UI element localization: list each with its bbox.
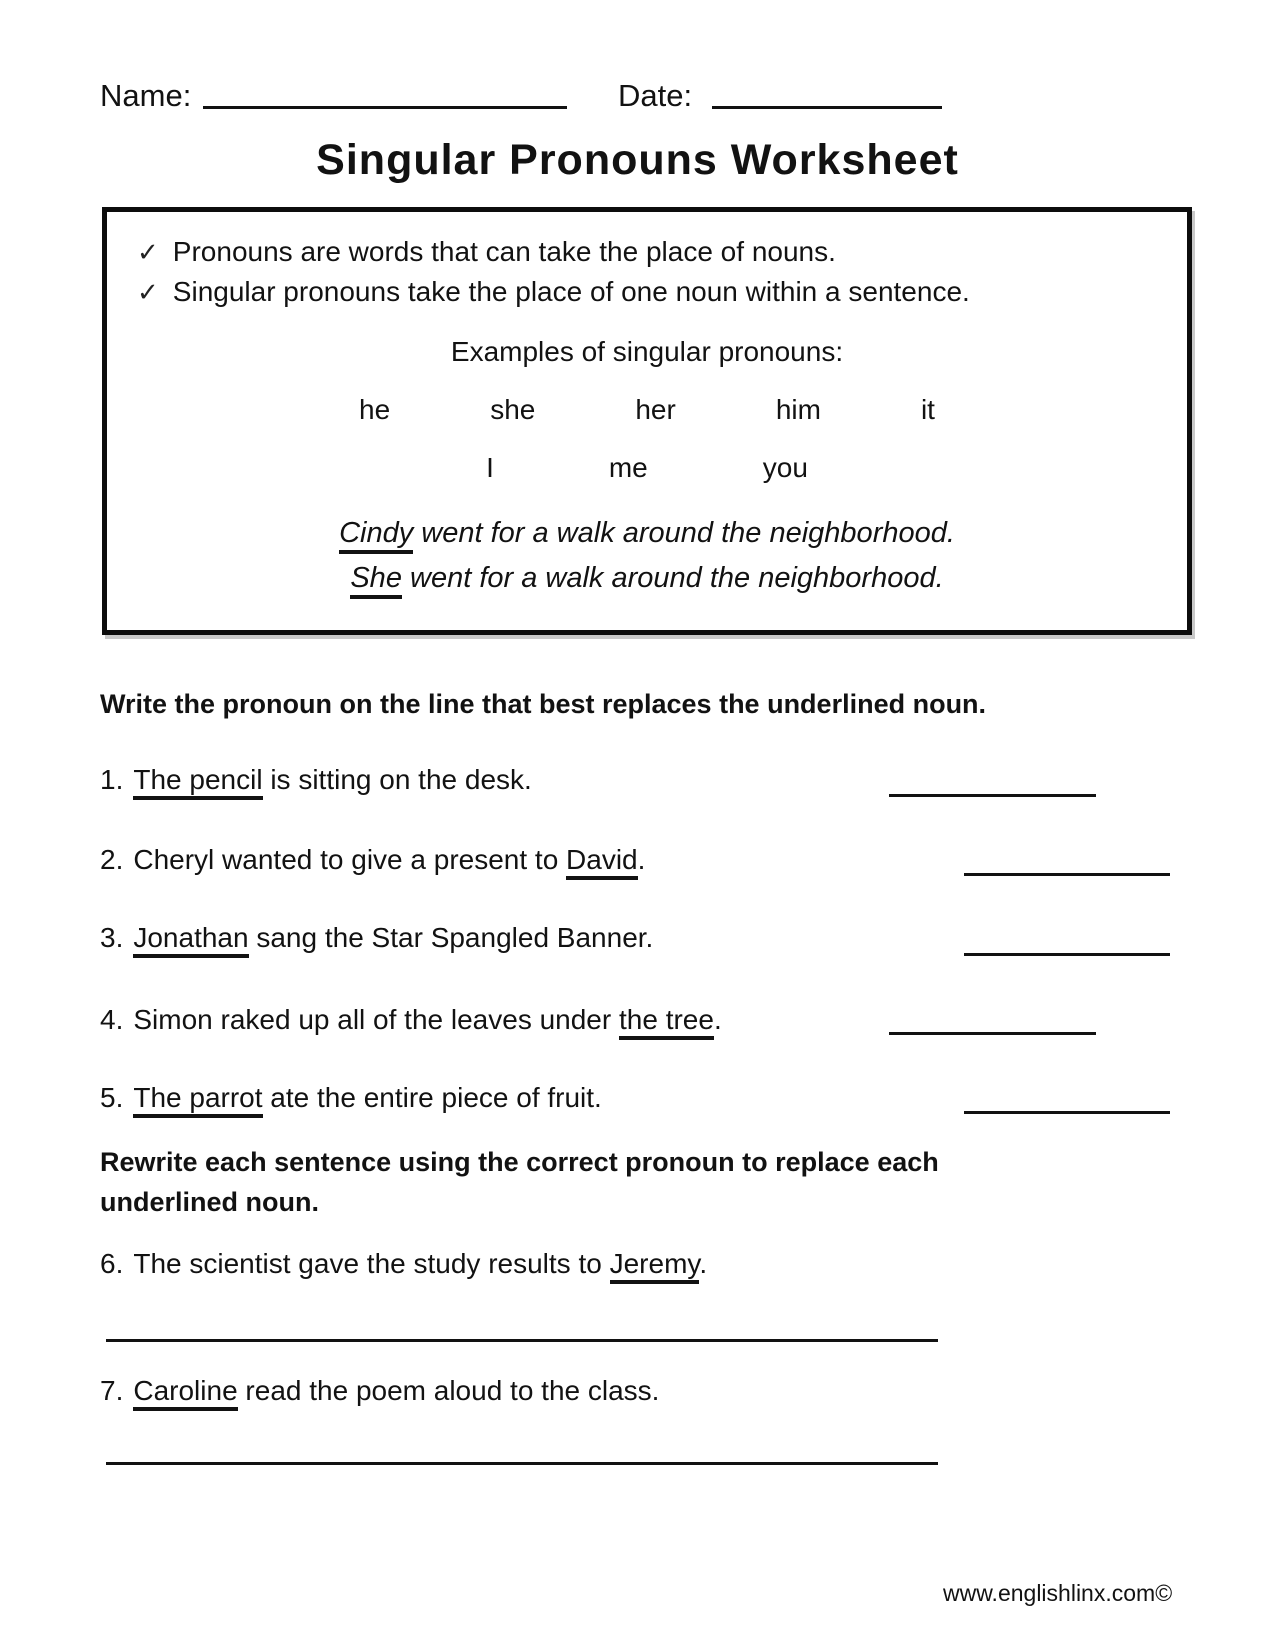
question-text: . xyxy=(713,1004,722,1035)
underlined-noun: The pencil xyxy=(133,764,262,800)
name-label: Name: xyxy=(100,78,192,113)
answer-line-3[interactable] xyxy=(964,953,1170,956)
pronoun-example: you xyxy=(762,452,808,483)
page-title: Singular Pronouns Worksheet xyxy=(316,136,959,184)
pronoun-example-row xyxy=(107,394,1187,426)
underlined-noun: The parrot xyxy=(133,1082,262,1118)
question-text: sang the Star Spangled Banner. xyxy=(248,922,654,953)
question-1 xyxy=(100,764,532,796)
check-icon: ✓ xyxy=(137,277,159,307)
question-6 xyxy=(100,1248,707,1280)
question-text: . xyxy=(637,844,646,875)
question-number: 3. xyxy=(100,922,124,953)
example-sentence xyxy=(107,517,1187,550)
question-number: 1. xyxy=(100,764,124,795)
answer-line-4[interactable] xyxy=(889,1032,1096,1035)
pronoun-example: him xyxy=(775,394,821,425)
question-2 xyxy=(100,844,645,876)
bullet-item xyxy=(137,272,1177,312)
pronoun-example: her xyxy=(635,394,676,425)
rewrite-answer-line-7[interactable] xyxy=(106,1462,938,1465)
underlined-noun: David xyxy=(566,844,638,880)
sentence-text: went for a walk around the neighborhood. xyxy=(401,562,944,594)
bullet-text: Singular pronouns take the place of one noun within a sentence. xyxy=(172,276,970,307)
question-text: . xyxy=(699,1248,708,1279)
question-number: 5. xyxy=(100,1082,124,1113)
question-number: 4. xyxy=(100,1004,124,1035)
name-input-line[interactable] xyxy=(203,106,567,109)
pronoun-example: he xyxy=(359,394,391,425)
check-icon: ✓ xyxy=(137,237,159,267)
question-text: is sitting on the desk. xyxy=(262,764,532,795)
underlined-noun: the tree xyxy=(619,1004,714,1040)
pronoun-info-box xyxy=(102,207,1192,635)
underlined-noun: Cindy xyxy=(339,517,413,554)
website-credit: www.englishlinx.com© xyxy=(943,1580,1173,1606)
underlined-noun: Caroline xyxy=(133,1375,237,1411)
question-text: read the poem aloud to the class. xyxy=(237,1375,660,1406)
date-input-line[interactable] xyxy=(712,106,942,109)
example-sentence xyxy=(107,562,1187,595)
pronoun-example: she xyxy=(490,394,536,425)
question-number: 2. xyxy=(100,844,124,875)
pronoun-example-row xyxy=(107,452,1187,484)
rewrite-answer-line-6[interactable] xyxy=(106,1339,938,1342)
date-label: Date: xyxy=(618,78,693,113)
sentence-text: went for a walk around the neighborhood. xyxy=(413,517,955,549)
pronoun-example: me xyxy=(608,452,648,483)
fill-in-instruction: Write the pronoun on the line that best replaces the underlined noun. xyxy=(100,689,987,719)
underlined-noun: Jeremy xyxy=(610,1248,700,1284)
answer-line-1[interactable] xyxy=(889,794,1096,797)
underlined-noun: Jonathan xyxy=(133,922,248,958)
question-4 xyxy=(100,1004,722,1036)
question-7 xyxy=(100,1375,659,1407)
bullet-item xyxy=(137,232,1177,272)
answer-line-2[interactable] xyxy=(964,873,1170,876)
pronoun-example: I xyxy=(486,452,494,483)
underlined-pronoun: She xyxy=(350,562,402,599)
rewrite-instruction: Rewrite each sentence using the correct pronoun to replace each underlined noun. xyxy=(100,1147,939,1217)
pronoun-example: it xyxy=(920,394,935,425)
answer-line-5[interactable] xyxy=(964,1111,1170,1114)
question-text: ate the entire piece of fruit. xyxy=(262,1082,602,1113)
question-number: 7. xyxy=(100,1375,124,1406)
bullet-list xyxy=(137,232,1177,312)
question-5 xyxy=(100,1082,602,1114)
bullet-text: Pronouns are words that can take the place of nouns. xyxy=(172,236,836,267)
question-number: 6. xyxy=(100,1248,124,1279)
question-text: The scientist gave the study results to xyxy=(133,1248,610,1279)
question-text: Simon raked up all of the leaves under xyxy=(133,1004,619,1035)
question-3 xyxy=(100,922,653,954)
question-text: Cheryl wanted to give a present to xyxy=(133,844,567,875)
examples-heading: Examples of singular pronouns: xyxy=(450,336,844,367)
